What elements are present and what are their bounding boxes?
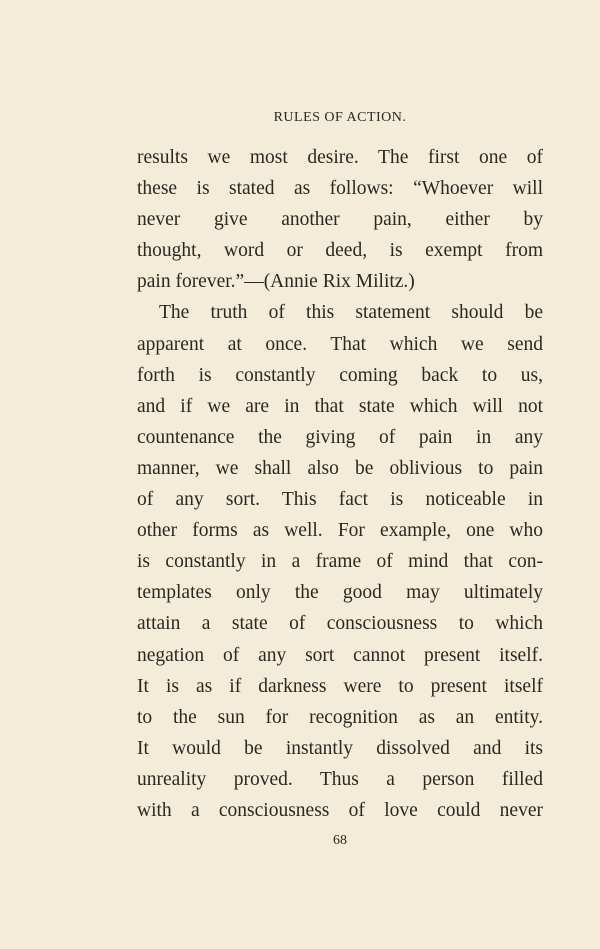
text-line: unreality proved. Thus a person filled — [137, 768, 543, 790]
text-line: other forms as well. For example, one who — [137, 520, 543, 542]
text-line: apparent at once. That which we send — [137, 333, 543, 355]
text-line: attain a state of consciousness to which — [137, 613, 543, 635]
text-line: templates only the good may ultimately — [137, 582, 543, 604]
paragraph — [137, 142, 543, 297]
text-line: countenance the giving of pain in any — [137, 426, 543, 448]
text-line: thought, word or deed, is exempt from — [137, 240, 543, 262]
text-line: The truth of this statement should be — [159, 302, 543, 324]
text-line: these is stated as follows: “Whoever will — [137, 178, 543, 200]
paragraph — [137, 297, 543, 826]
text-line: of any sort. This fact is noticeable in — [137, 489, 543, 511]
text-line: It would be instantly dissolved and its — [137, 737, 543, 759]
page-number: 68 — [333, 833, 347, 848]
text-line: is constantly in a frame of mind that con- — [137, 551, 543, 573]
page-body — [137, 142, 543, 826]
text-line: It is as if darkness were to present itself — [137, 675, 543, 697]
text-line: pain forever.”—(Annie Rix Militz.) — [137, 271, 415, 293]
text-line: manner, we shall also be oblivious to pain — [137, 457, 543, 479]
text-line: negation of any sort cannot present itself. — [137, 644, 543, 666]
text-line: and if we are in that state which will not — [137, 395, 543, 417]
running-header: RULES OF ACTION. — [273, 110, 407, 125]
text-line: results we most desire. The first one of — [137, 147, 543, 168]
text-line: with a consciousness of love could never — [137, 799, 543, 821]
text-line: to the sun for recognition as an entity. — [137, 706, 543, 728]
text-line: never give another pain, either by — [137, 209, 543, 231]
text-line: forth is constantly coming back to us, — [137, 364, 543, 386]
